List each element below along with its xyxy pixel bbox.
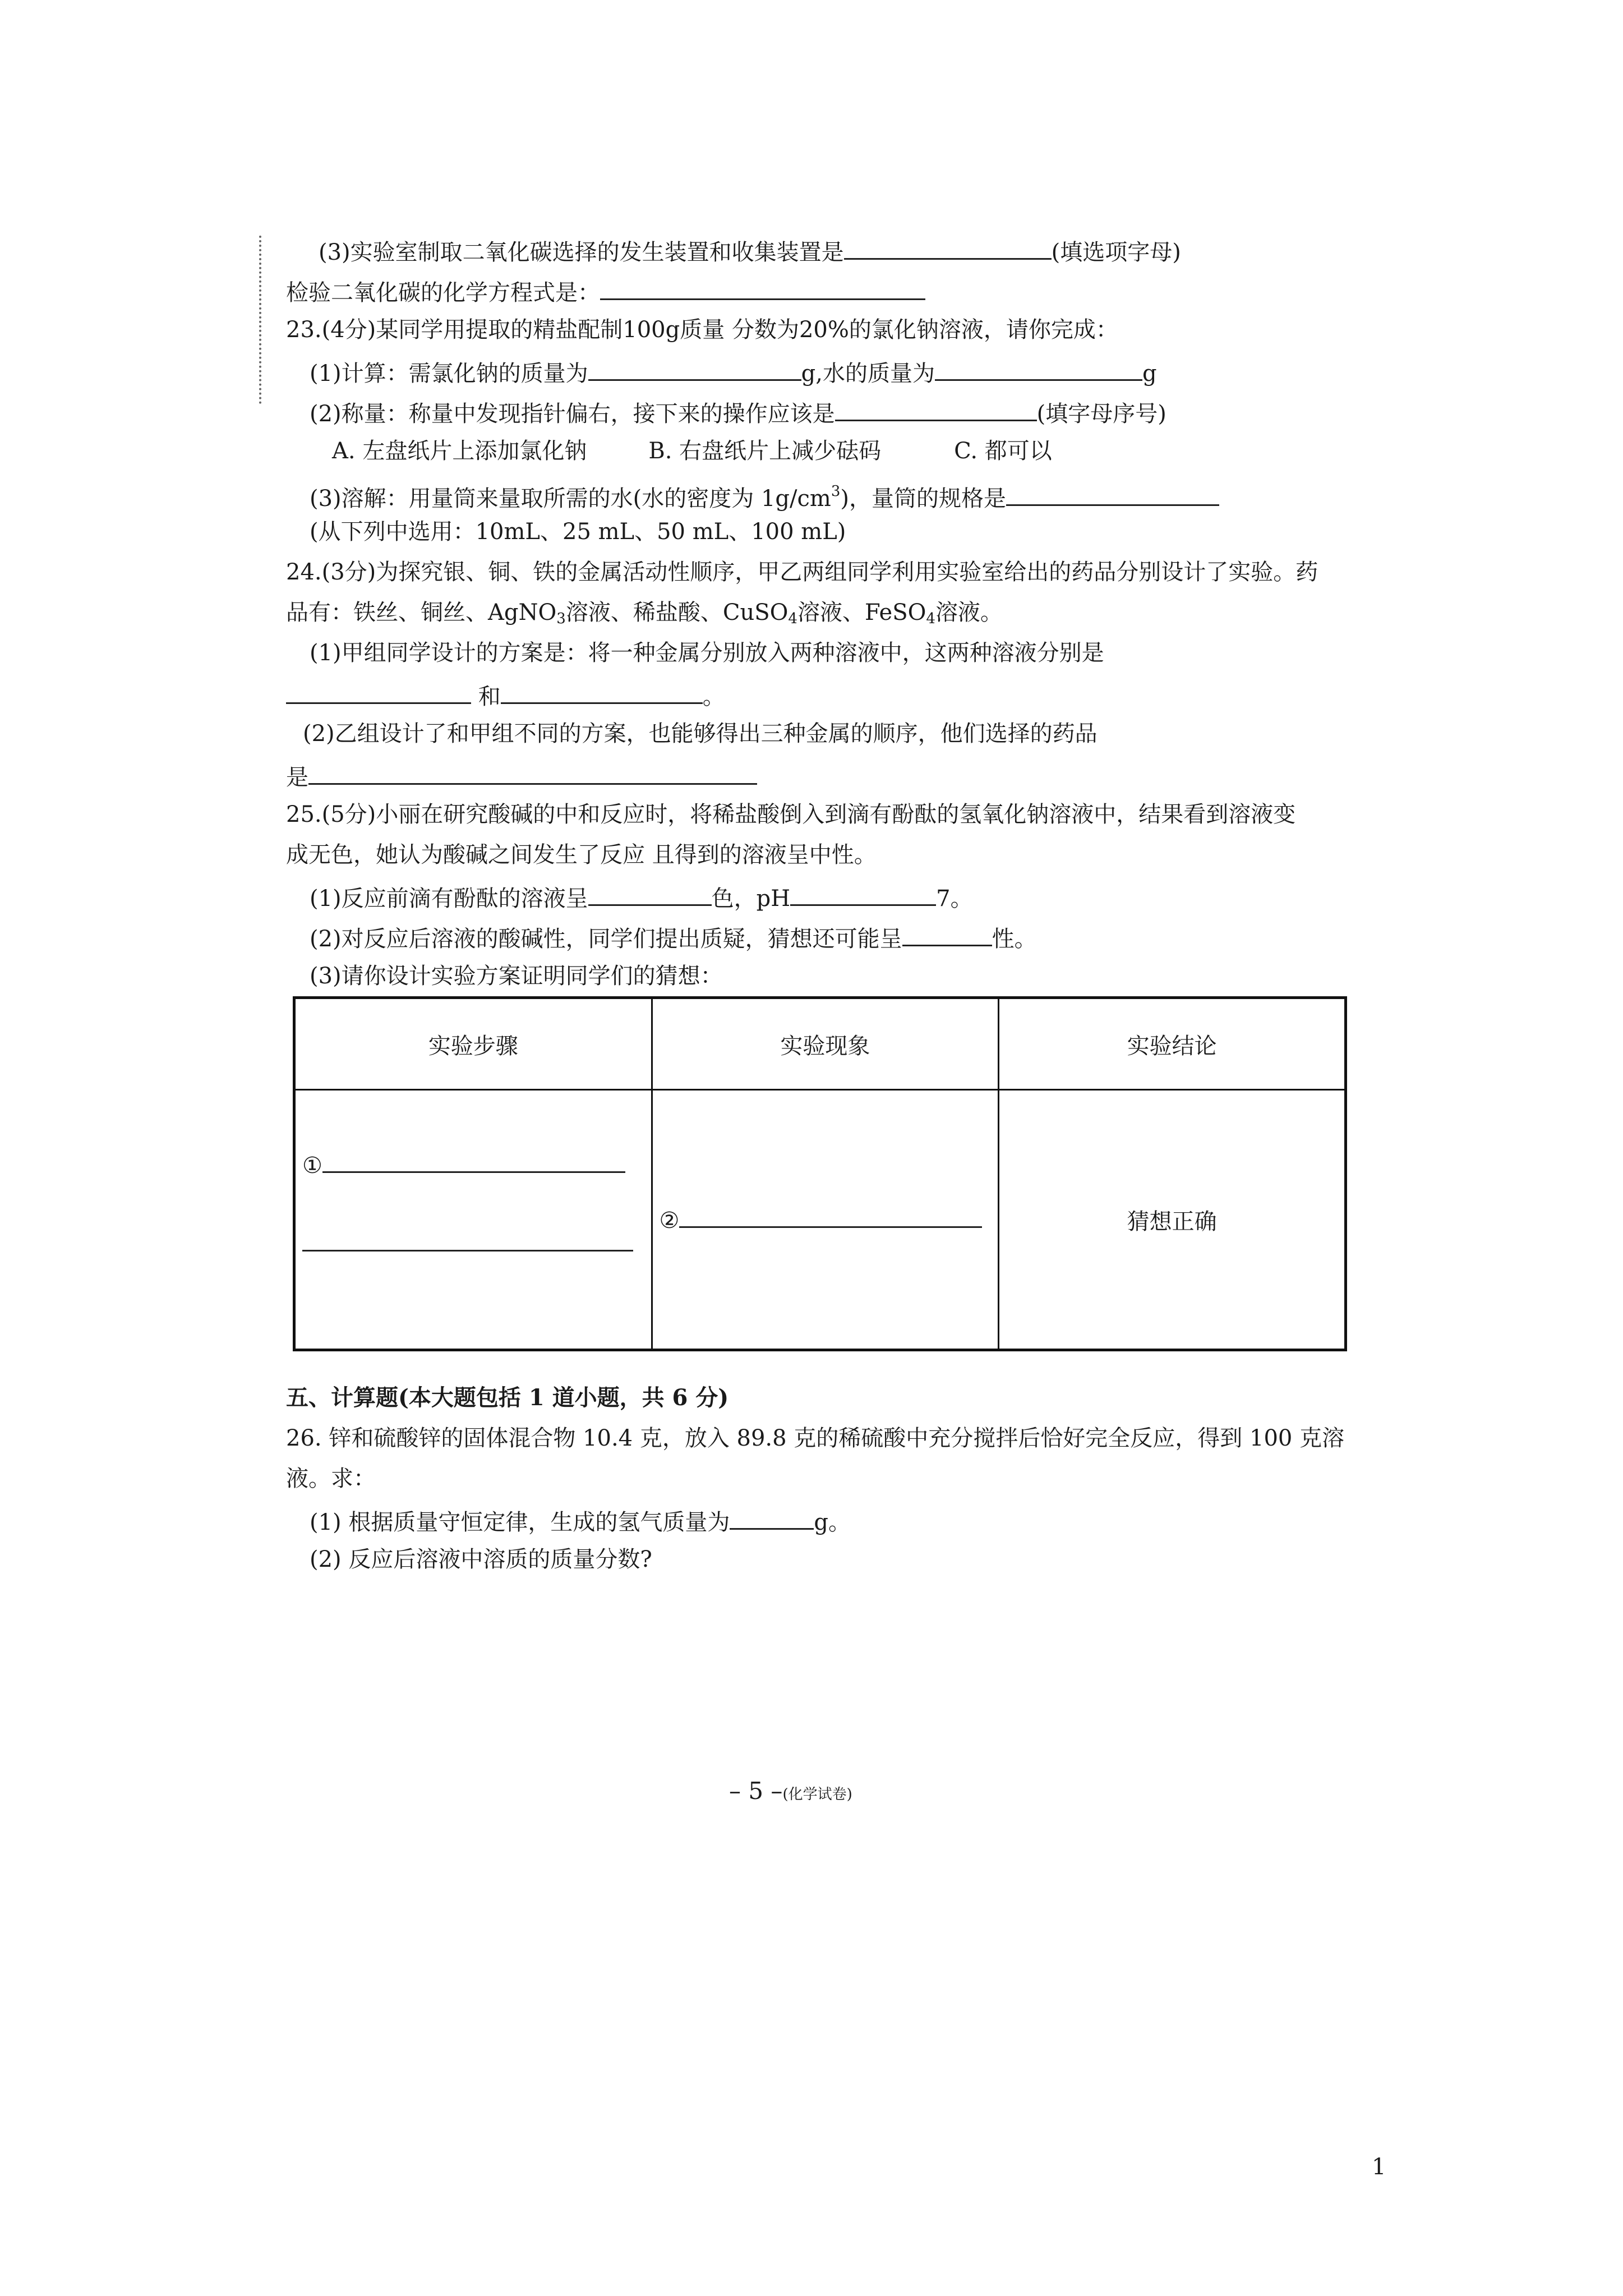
header-experiment-phenomena: 实验现象 [652,998,999,1090]
step-line-2 [302,1225,633,1257]
conclusion-cell: 猜想正确 [999,1090,1346,1350]
answer-blank[interactable] [588,880,712,906]
q25-part1: (1)反应前滴有酚酞的溶液呈 色，pH 7。 [310,880,973,914]
q23-part3-note: (从下列中选用：10mL、25 mL、50 mL、100 mL) [310,519,846,545]
answer-blank[interactable] [935,355,1142,381]
header-experiment-conclusion: 实验结论 [999,998,1346,1090]
answer-blank[interactable] [588,355,801,381]
answer-blank[interactable] [286,678,471,704]
q24-part2: (2)乙组设计了和甲组不同的方案，也能够得出三种金属的顺序，他们选择的药品 [303,721,1098,747]
page-number: 1 [1372,2154,1386,2180]
q24-stem-line1: 24.(3分)为探究银、铜、铁的金属活动性顺序，甲乙两组同学利用实验室给出的药品分别设计了实验。药 [286,559,1318,585]
answer-blank[interactable] [322,1147,625,1173]
q22-part3-line1: (3)实验室制取二氧化碳选择的发生装置和收集装置是 (填选项字母) [319,233,1181,268]
q23-options: A. 左盘纸片上添加氯化钠 B. 右盘纸片上减少砝码 C. 都可以 [332,438,1052,464]
answer-blank[interactable] [501,678,703,704]
q23-part1: (1)计算：需氯化钠的质量为 g,水的质量为 g [310,355,1157,389]
q26-part1: (1) 根据质量守恒定律，生成的氢气质量为 g。 [310,1503,851,1538]
answer-blank[interactable] [600,274,925,300]
table-header-row [294,998,1346,1090]
footer-page-label: – 5 – [729,1777,783,1805]
q25-stem-line2: 成无色，她认为酸碱之间发生了反应 且得到的溶液呈中性。 [286,842,877,868]
q24-stem-line2: 品有：铁丝、铜丝、AgNO$_3$溶液、稀盐酸、CuSO$_4$溶液、FeSO$_4$溶液。 [286,600,1003,627]
q23-part3: (3)溶解：用量筒来量取所需的水(水的密度为 $1g/cm^3$)，量筒的规格是 [310,476,1219,514]
phenomena-cell [652,1090,999,1350]
header-experiment-steps: 实验步骤 [294,998,652,1090]
q25-part2: (2)对反应后溶液的酸碱性，同学们提出质疑，猜想还可能呈 性。 [310,920,1037,955]
answer-blank[interactable] [308,758,757,785]
binding-margin-line [259,236,261,404]
q25-stem-line1: 25.(5分)小丽在研究酸碱的中和反应时，将稀盐酸倒入到滴有酚酞的氢氧化钠溶液中，结果看到溶液变 [286,802,1296,827]
q26-line2: 液。求： [286,1466,376,1492]
answer-blank[interactable] [835,395,1037,421]
table-row [294,1090,1346,1350]
q26-part2: (2) 反应后溶液中溶质的质量分数? [310,1547,652,1572]
q26-line1: 26. 锌和硫酸锌的固体混合物 10.4 克，放入 89.8 克的稀硫酸中充分搅拌后恰好完全反应，得到 100 克溶 [286,1425,1345,1451]
answer-blank[interactable] [302,1225,633,1251]
answer-blank[interactable] [730,1503,814,1530]
q23-part2: (2)称量：称量中发现指针偏右，接下来的操作应该是 (填字母序号) [310,395,1166,430]
answer-blank[interactable] [902,920,992,946]
footer-subject: (化学试卷) [782,1786,852,1803]
q25-part3: (3)请你设计实验方案证明同学们的猜想： [310,963,723,989]
phenomena-line: ② [660,1202,983,1236]
answer-blank[interactable] [679,1202,982,1228]
q22-part3-line2: 检验二氧化碳的化学方程式是： [286,274,925,309]
step-line-1: ① [302,1147,625,1181]
answer-blank[interactable] [1006,480,1219,506]
steps-cell [294,1090,652,1350]
page-footer [729,1777,852,1805]
q23-stem: 23.(4分)某同学用提取的精盐配制100g质量 分数为20%的氯化钠溶液，请你完成： [286,317,1118,343]
answer-blank[interactable] [844,233,1052,260]
q24-part1: (1)甲组同学设计的方案是：将一种金属分别放入两种溶液中，这两种溶液分别是 [310,640,1104,666]
experiment-table [293,996,1347,1351]
section-5-title: 五、计算题(本大题包括 1 道小题，共 6 分) [286,1384,729,1411]
q24-part2-blank: 是 [286,758,757,793]
answer-blank[interactable] [790,880,936,906]
q24-part1-blanks: 和 。 [286,678,725,712]
